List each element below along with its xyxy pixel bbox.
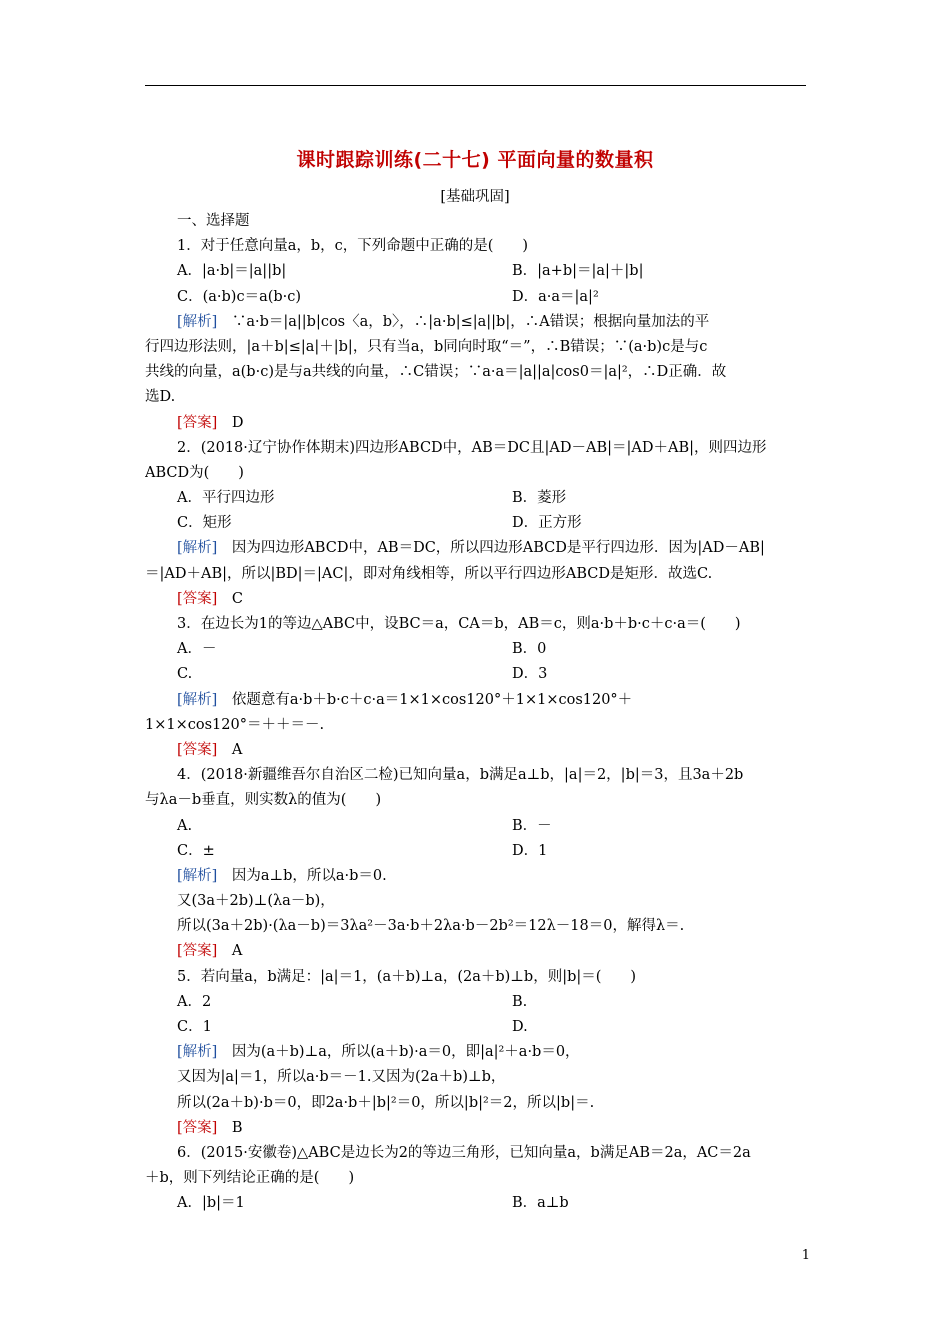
explanation-tag: [解析] [177,313,218,330]
answer-tag: [答案] [177,1119,218,1136]
answer-2 [145,587,807,612]
explanation-4-line [145,864,807,889]
answer-value: A [217,943,243,960]
option-b: B. [512,993,528,1010]
option-a: A．平行四边形 [177,490,275,507]
option-b: B．a⊥b [512,1195,569,1212]
option-d: D．正方形 [512,515,582,532]
option-a: A．|a·b|＝|a||b| [177,263,287,280]
explanation-1-line [145,310,807,335]
explanation-4-line: 又(3a＋2b)⊥(λa－b)， [177,893,335,910]
explanation-text: 因为(a＋b)⊥a，所以(a＋b)·a＝0，即|a|²＋a·b＝0， [217,1044,580,1061]
option-b: B．菱形 [512,490,567,507]
option-c: C．± [177,842,215,859]
question-4: 4．(2018·新疆维吾尔自治区二检)已知向量a，b满足a⊥b，|a|＝2，|b|＝3，且3a＋2b [177,767,744,784]
option-b: B．－ [512,817,552,834]
explanation-5-line: 所以(2a＋b)·b＝0，即2a·b＋|b|²＝0，所以|b|²＝2，所以|b|＝. [177,1094,595,1111]
answer-value: C [217,590,243,607]
option-c: C．1 [177,1019,212,1035]
answer-4 [145,939,807,964]
question-2: 2．(2018·辽宁协作体期末)四边形ABCD中，AB＝DC且|AD－AB|＝|AD＋AB|，则四边形 [177,439,767,456]
option-c: C. [177,666,193,683]
answer-value: B [217,1119,243,1136]
explanation-text: 因为a⊥b，所以a·b＝0. [217,867,387,884]
answer-tag: [答案] [177,741,218,758]
answer-tag: [答案] [177,943,218,960]
question-5: 5．若向量a，b满足：|a|＝1，(a＋b)⊥a，(2a＋b)⊥b，则|b|＝( ) [177,968,637,985]
question-1: 1．对于任意向量a，b，c，下列命题中正确的是( ) [177,238,529,255]
option-c: C．矩形 [177,515,232,532]
explanation-3-line [145,688,807,713]
explanation-2-line: ＝|AD＋AB|，所以|BD|＝|AC|，即对角线相等，所以平行四边形ABCD是矩形．故选C. [145,565,713,582]
option-a: A．2 [177,993,212,1010]
option-a: A．－ [177,641,217,658]
explanation-1-line: 共线的向量，a(b·c)是与a共线的向量，∴C错误；∵a·a＝|a||a|cos0＝|a|²，∴D正确．故 [145,364,727,381]
option-c: C．(a·b)c＝a(b·c) [177,288,302,305]
explanation-5-line: 又因为|a|＝1，所以a·b＝－1.又因为(2a＋b)⊥b， [177,1069,506,1086]
explanation-tag: [解析] [177,691,218,708]
explanation-3-line: 1×1×cos120°＝＋＋＝－. [145,716,325,733]
answer-5 [145,1116,807,1141]
question-6: 6．(2015·安徽卷)△ABC是边长为2的等边三角形，已知向量a，b满足AB＝2a，AC＝2a [177,1144,751,1161]
question-3-options-row2 [145,662,807,687]
answer-1 [145,411,807,436]
answer-value: D [217,414,244,431]
explanation-5-line [145,1040,807,1065]
answer-3 [145,738,807,763]
question-4-options-row1 [145,814,807,839]
question-3-options-row1 [145,637,807,662]
option-d: D．a·a＝|a|² [512,288,599,305]
question-6-cont: ＋b，则下列结论正确的是( ) [145,1170,355,1187]
question-4-cont: 与λa－b垂直，则实数λ的值为( ) [145,792,382,809]
section-heading: [基础巩固] [440,189,510,205]
answer-value: A [217,741,243,758]
explanation-text: 因为四边形ABCD中，AB＝DC，所以四边形ABCD是平行四边形．因为|AD－AB| [217,540,765,557]
question-2-options-row2 [145,511,807,536]
explanation-tag: [解析] [177,867,218,884]
explanation-2-line [145,536,807,561]
question-3: 3．在边长为1的等边△ABC中，设BC＝a，CA＝b，AB＝c，则a·b＋b·c＋c·a＝( ) [177,616,741,632]
document-body [145,209,807,1217]
page-title: 课时跟踪训练(二十七) 平面向量的数量积 [296,149,654,171]
explanation-1-line: 行四边形法则，|a＋b|≤|a|＋|b|，只有当a，b同向时取“＝”，∴B错误；∵(a·b)c是与c [145,338,708,355]
answer-tag: [答案] [177,590,218,607]
header-rule [145,85,806,86]
question-1-options-row2 [145,285,807,310]
option-a: A. [177,817,193,834]
explanation-4-line: 所以(3a＋2b)·(λa－b)＝3λa²－3a·b＋2λa·b－2b²＝12λ－18＝0，解得λ＝. [177,918,685,935]
question-1-options-row1 [145,259,807,284]
question-2-options-row1 [145,486,807,511]
explanation-text: ∵a·b＝|a||b|cos〈a，b〉，∴|a·b|≤|a||b|，∴A错误；根据向量加法的平 [217,313,710,330]
option-a: A．|b|＝1 [177,1195,245,1212]
explanation-tag: [解析] [177,1044,218,1061]
explanation-tag: [解析] [177,540,218,557]
question-5-options-row1 [145,990,807,1015]
question-5-options-row2 [145,1015,807,1040]
part-heading: 一、选择题 [177,213,250,229]
option-d: D．3 [512,666,548,683]
option-b: B．|a+b|＝|a|＋|b| [512,263,644,280]
option-b: B．0 [512,641,547,658]
option-d: D．1 [512,842,548,859]
question-2-cont: ABCD为( ) [145,464,244,481]
explanation-text: 依题意有a·b＋b·c＋c·a＝1×1×cos120°＋1×1×cos120°＋ [217,691,633,708]
answer-tag: [答案] [177,414,218,431]
option-d: D. [512,1019,528,1035]
explanation-1-line: 选D. [145,389,176,406]
page-number: 1 [801,1248,810,1263]
question-6-options-row1 [145,1191,807,1216]
question-4-options-row2 [145,839,807,864]
